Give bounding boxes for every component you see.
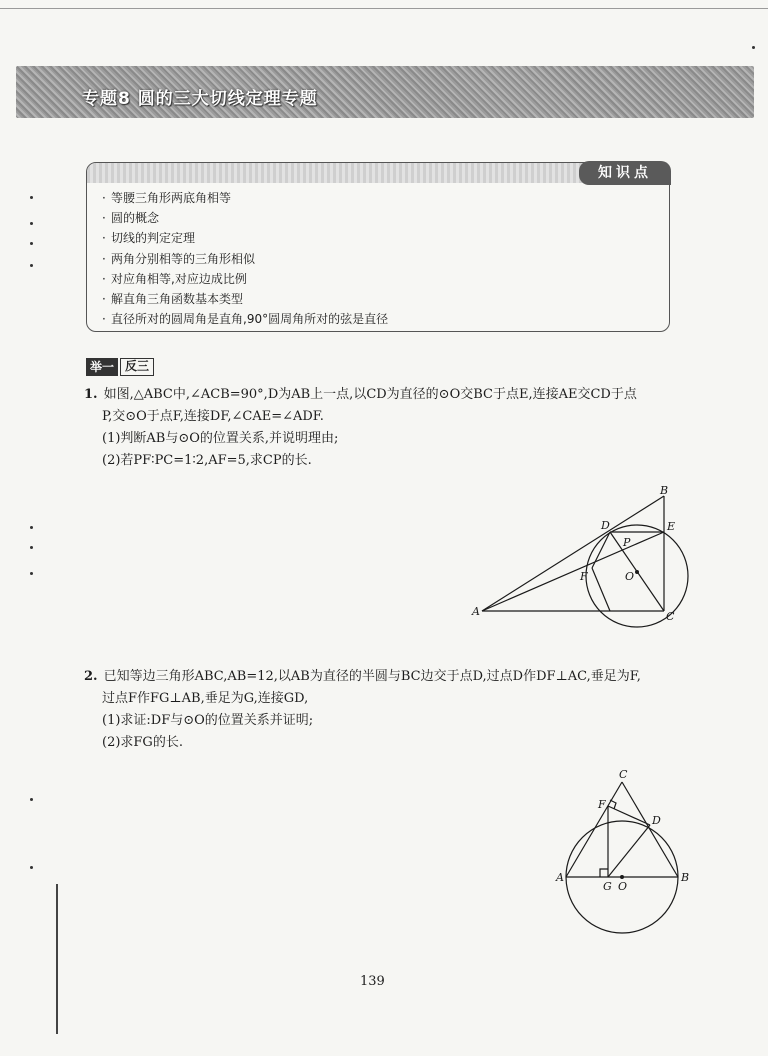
- label-a: A: [556, 871, 564, 884]
- knowledge-item: · 等腰三角形两底角相等: [102, 191, 232, 205]
- section-badge-left: 举一: [86, 358, 118, 376]
- scan-speck: [752, 46, 755, 49]
- segment-gd: [608, 825, 650, 877]
- knowledge-item-text: 切线的判定定理: [111, 231, 196, 246]
- scan-speck: [30, 572, 33, 575]
- scan-speck: [30, 798, 33, 801]
- problem-number: 2.: [84, 669, 98, 684]
- label-g: G: [603, 880, 612, 893]
- problem-text: 如图,△ABC中,∠ACB=90°,D为AB上一点,以CD为直径的⊙O交BC于点E,连接AE交CD于点: [103, 387, 637, 402]
- label-c: C: [619, 768, 628, 781]
- knowledge-list: [102, 188, 388, 329]
- problem-1-line2: P,交⊙O于点F,连接DF,∠CAE=∠ADF.: [102, 409, 324, 424]
- label-p: P: [623, 536, 631, 549]
- knowledge-tab-label: 知识点: [579, 161, 671, 185]
- label-b: B: [660, 484, 669, 497]
- figure-2-geometry: [548, 766, 698, 936]
- label-a: A: [472, 605, 480, 618]
- knowledge-item: · 两角分别相等的三角形相似: [102, 251, 256, 266]
- problem-1: [84, 384, 637, 472]
- problem-1-sub2: (2)若PF∶PC=1∶2,AF=5,求CP的长.: [102, 453, 312, 468]
- label-c: C: [666, 610, 675, 623]
- knowledge-item: · 圆的概念: [102, 211, 160, 226]
- problem-number: 1.: [84, 387, 98, 402]
- segment-df: [592, 532, 610, 568]
- center-point-o: [635, 570, 639, 574]
- label-f: F: [598, 798, 606, 811]
- problem-2-line2: 过点F作FG⊥AB,垂足为G,连接GD,: [102, 691, 309, 706]
- section-badge-right: 反三: [120, 358, 154, 376]
- section-badge: [86, 358, 154, 376]
- scan-speck: [30, 264, 33, 267]
- scan-speck: [30, 196, 33, 199]
- problem-2-sub1: (1)求证:DF与⊙O的位置关系并证明;: [102, 713, 314, 728]
- label-o: O: [625, 570, 635, 583]
- knowledge-item-text: 两角分别相等的三角形相似: [111, 251, 256, 266]
- scan-speck: [30, 546, 33, 549]
- margin-binding-line: [56, 884, 58, 1034]
- label-d: D: [652, 814, 661, 827]
- center-point-o: [620, 875, 624, 879]
- knowledge-item-text: 对应角相等,对应边成比例: [111, 271, 247, 286]
- problem-text: 已知等边三角形ABC,AB=12,以AB为直径的半圆与BC边交于点D,过点D作DF⊥AC,垂足为F,: [103, 669, 641, 684]
- segment-ab: [482, 496, 664, 611]
- knowledge-item-text: 圆的概念: [111, 211, 160, 226]
- top-rule: [0, 8, 768, 9]
- label-d: D: [601, 519, 610, 532]
- scan-speck: [30, 866, 33, 869]
- knowledge-item: · 解直角三角函数基本类型: [102, 292, 244, 307]
- knowledge-item-text: 等腰三角形两底角相等: [111, 191, 232, 205]
- label-e: E: [667, 520, 676, 533]
- label-b: B: [681, 871, 690, 884]
- scan-speck: [30, 222, 33, 225]
- knowledge-item-text: 直径所对的圆周角是直角,90°圆周角所对的弦是直径: [111, 312, 389, 327]
- label-f: F: [580, 570, 588, 583]
- problem-2: [84, 666, 641, 754]
- knowledge-item: · 直径所对的圆周角是直角,90°圆周角所对的弦是直径: [102, 312, 389, 327]
- knowledge-item: · 切线的判定定理: [102, 231, 196, 246]
- right-angle-g: [600, 869, 608, 877]
- scan-speck: [30, 242, 33, 245]
- figure-1-geometry: [468, 484, 698, 634]
- problem-2-line1: [84, 666, 641, 688]
- scan-speck: [30, 526, 33, 529]
- knowledge-item: · 对应角相等,对应边成比例: [102, 271, 247, 286]
- chapter-title: 专题8 圆的三大切线定理专题: [82, 89, 318, 109]
- knowledge-item-text: 解直角三角函数基本类型: [111, 292, 244, 307]
- side-ac: [566, 782, 622, 877]
- problem-1-line1: [84, 384, 637, 406]
- problem-2-sub2: (2)求FG的长.: [102, 735, 183, 750]
- page-number: 139: [360, 974, 385, 989]
- problem-1-sub1: (1)判断AB与⊙O的位置关系,并说明理由;: [102, 431, 339, 446]
- side-cb: [622, 782, 678, 877]
- label-o: O: [618, 880, 628, 893]
